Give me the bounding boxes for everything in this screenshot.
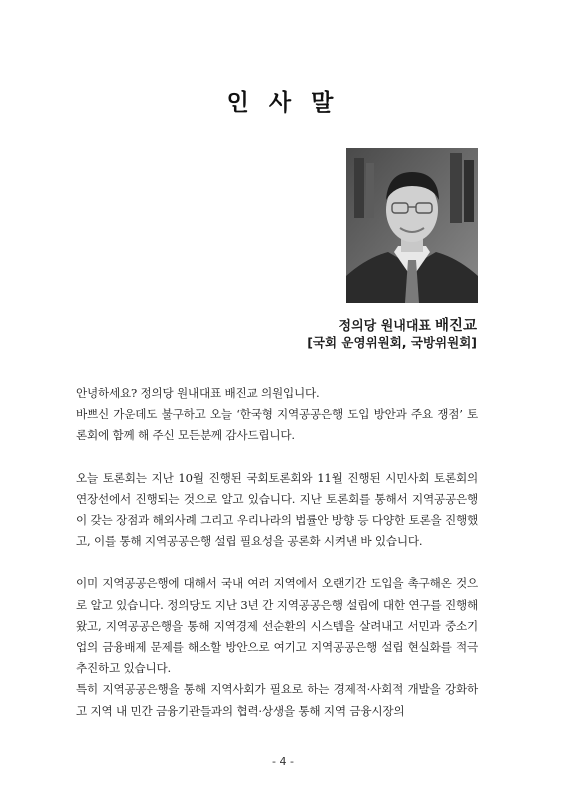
signature-role: [국회 운영위원회, 국방위원회]: [307, 335, 477, 350]
paragraph: 바쁘신 가운데도 불구하고 오늘 ‘한국형 지역공공은행 도입 방안과 주요 쟁점’ 토론회에 함께 해 주신 모든분께 감사드립니다.: [76, 407, 478, 443]
paragraph: 안녕하세요? 정의당 원내대표 배진교 의원입니다.: [76, 386, 320, 400]
portrait-photo: [346, 148, 478, 303]
paragraph: 오늘 토론회는 지난 10월 진행된 국회토론회와 11월 진행된 시민사회 토론회의 연장선에서 진행되는 것으로 알고 있습니다. 지난 토론회를 통해서 지역공공은행이 갖는 장점과 해외사례 그리고 우리나라의 법률안 방향 등 다양한 토론을 진행했고, 이를 통해 지역공공은행 설립 필요성을 공론화 시켜낸 바 있습니다.: [76, 470, 478, 549]
paragraph: 특히 지역공공은행을 통해 지역사회가 필요로 하는 경제적·사회적 개발을 강화하고 지역 내 민간 금융기관들과의 협력·상생을 통해 지역 금융시장의: [76, 682, 478, 718]
signature-name: 배진교: [434, 318, 477, 334]
page-number: - 4 -: [272, 755, 294, 768]
signature-affiliation: 정의당 원내대표: [338, 319, 431, 334]
body-text: [76, 383, 478, 722]
page-title: 인 사 말: [226, 90, 340, 116]
signature-line: [339, 314, 477, 335]
paragraph: 이미 지역공공은행에 대해서 국내 여러 지역에서 오랜기간 도입을 촉구해온 것으로 알고 있습니다. 정의당도 지난 3년 간 지역공공은행 설립에 대한 연구를 진행해왔고, 지역공공은행을 통해 지역경제 선순환의 시스템을 살려내고 서민과 중소기업의 금융배제 문제를 해소할 방안으로 여기고 지역공공은행 설립 현실화를 적극 추진하고 있습니다.: [76, 576, 478, 676]
